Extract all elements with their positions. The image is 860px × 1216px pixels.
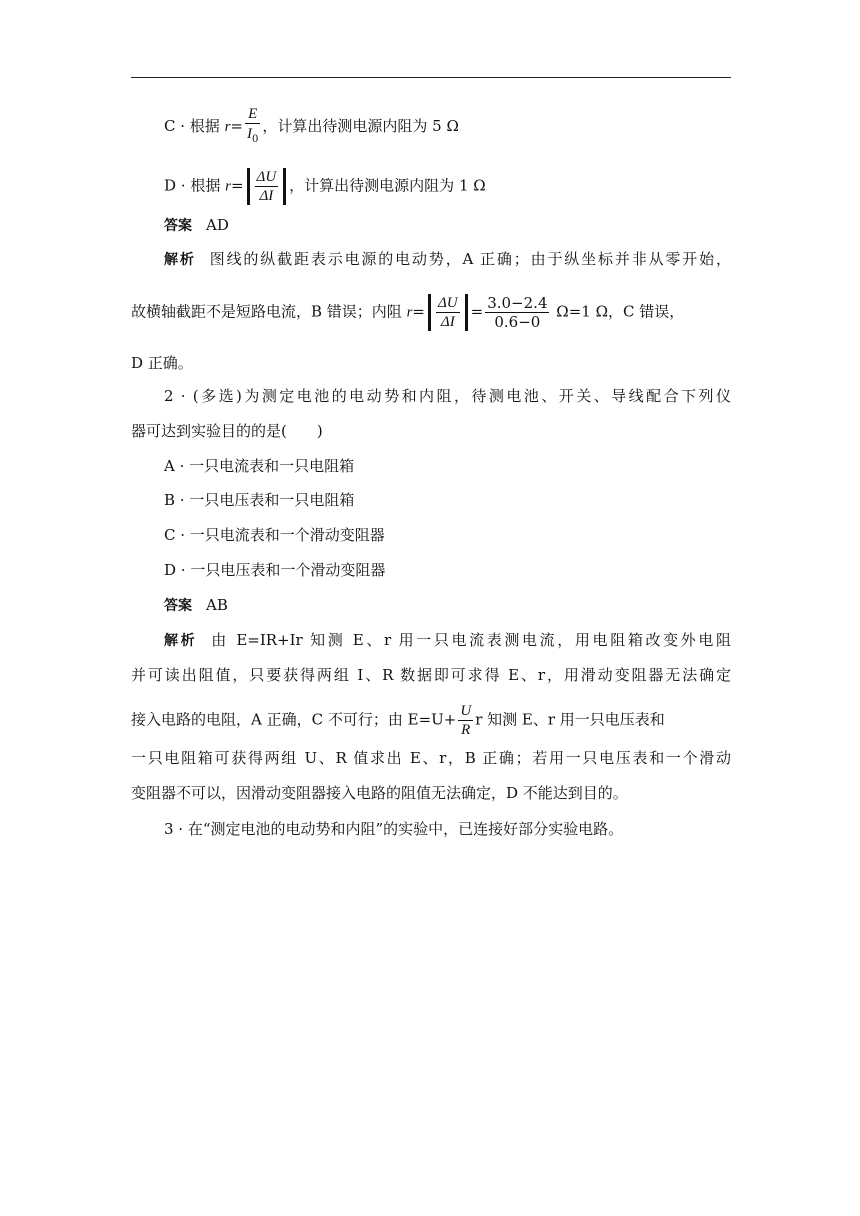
header-rule xyxy=(131,77,731,78)
q2-option-b: B · 一只电压表和一只电阻箱 xyxy=(164,491,355,509)
q2-answer: 答案 AB xyxy=(164,596,228,614)
fraction-e-over-i0: $\frac{E}{I_0}$ xyxy=(246,106,259,145)
q3-stem: 3 · 在“测定电池的电动势和内阻”的实验中，已连接好部分实验电路。 xyxy=(164,820,624,838)
q2-analysis-line5: 变阻器不可以，因滑动变阻器接入电路的阻值无法确定，D 不能达到目的。 xyxy=(131,784,628,802)
q2-stem-line1: 2 · (多选)为测定电池的电动势和内阻，待测电池、开关、导线配合下列仪 xyxy=(164,387,731,405)
q2-analysis-line3: 接入电路的电阻，A 正确，C 不可行；由 E=U+ $\frac{U}{R}$ r 知测 E、r 用一只电压表和 xyxy=(131,703,665,738)
q2-option-d: D · 一只电压表和一个滑动变阻器 xyxy=(164,561,386,579)
q2-analysis-line4: 一只电阻箱可获得两组 U、R 值求出 E、r，B 正确；若用一只电压表和一个滑动 xyxy=(131,749,731,767)
q2-option-c: C · 一只电流表和一个滑动变阻器 xyxy=(164,526,385,544)
q1-option-c: C · 根据 r= $\frac{E}{I_0}$ ，计算出待测电源内阻为 5 Ω xyxy=(164,105,459,149)
q1-analysis-line2: 故横轴截距不是短路电流，B 错误；内阻 r= $\frac{\Delta U}{\Delta I}$ = $\frac{3.0-2.4}{0.6-0}$ Ω=1 Ω，C 错误， xyxy=(131,294,685,331)
q1-analysis-line1: 解析 图线的纵截距表示电源的电动势，A 正确；由于纵坐标并非从零开始， xyxy=(164,250,732,268)
q1-option-d: D · 根据 r= $\frac{\Delta U}{\Delta I}$ ，计算出待测电源内阻为 1 Ω xyxy=(164,169,486,204)
q1-analysis-line3: D 正确。 xyxy=(131,354,193,372)
q2-analysis-line1: 解析 由 E=IR+Ir 知测 E、r 用一只电流表测电流，用电阻箱改变外电阻 xyxy=(164,631,731,649)
q2-analysis-line2: 并可读出阻值，只要获得两组 I、R 数据即可求得 E、r，用滑动变阻器无法确定 xyxy=(131,666,731,684)
q1-answer: 答案 AD xyxy=(164,216,229,234)
q2-option-a: A · 一只电流表和一只电阻箱 xyxy=(164,457,355,475)
abs-bars: $\frac{\Delta U}{\Delta I}$ xyxy=(247,168,287,205)
q2-stem-line2: 器可达到实验目的的是( ) xyxy=(131,422,323,440)
